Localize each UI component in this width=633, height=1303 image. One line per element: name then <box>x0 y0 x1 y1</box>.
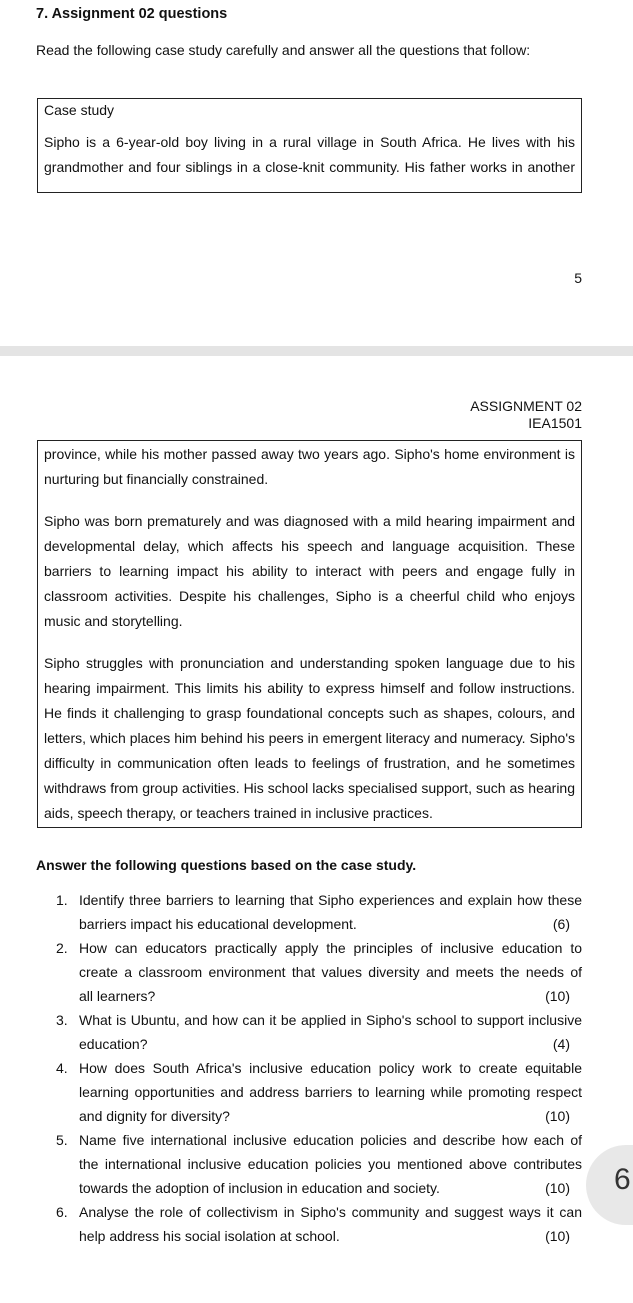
case-study-intro <box>44 130 575 180</box>
question-number: 1. <box>56 892 68 908</box>
question-number: 2. <box>56 940 68 956</box>
case-study-title: Case study <box>44 102 115 118</box>
question-number: 6. <box>56 1204 68 1220</box>
case-paragraph: Sipho was born prematurely and was diagnosed with a mild hearing impairment and developmental delay, which affects his speech and language acquisition. These barriers to learning impact his ability to interact with peers and engage fully in classroom activities. Despite his challenges, Sipho is a cheerful child who enjoys music and storytelling. <box>44 513 575 629</box>
question-marks: (10) <box>545 988 570 1004</box>
question-marks: (10) <box>545 1228 570 1244</box>
question-last-line <box>79 1032 582 1056</box>
question-item <box>56 936 582 1008</box>
question-text: help address his social isolation at school. <box>79 1228 340 1244</box>
question-last-line <box>79 984 582 1008</box>
question-last-line <box>79 1176 582 1200</box>
question-last-line <box>79 1104 582 1128</box>
questions-heading: Answer the following questions based on the case study. <box>36 857 417 873</box>
course-code: IEA1501 <box>528 415 582 431</box>
question-number: 4. <box>56 1060 68 1076</box>
page-divider <box>0 346 633 356</box>
question-line: Identify three barriers to learning that Sipho experiences and explain how these <box>79 892 582 908</box>
question-text: education? <box>79 1036 148 1052</box>
case-paragraph: Sipho struggles with pronunciation and understanding spoken language due to his hearing impairment. This limits his ability to express himself and follow instructions. He finds it challenging to grasp foundational concepts such as shapes, colours, and letters, which places him behind his peers in emergent literacy and numeracy. Sipho's difficulty in communication often leads to feelings of frustration, and he sometimes withdraws from group activities. His school lacks specialised support, such as hearing aids, speech therapy, or teachers trained in inclusive practices. <box>44 655 575 821</box>
question-text: towards the adoption of inclusion in education and society. <box>79 1180 440 1196</box>
case-study-box-top <box>37 98 582 193</box>
case-study-box-continued <box>37 440 582 828</box>
question-line: How does South Africa's inclusive education policy work to create equitable <box>79 1060 582 1076</box>
page-number: 5 <box>574 270 582 286</box>
question-line: the international inclusive education policies you mentioned above contributes <box>79 1156 582 1172</box>
question-item <box>56 1200 582 1248</box>
question-line: What is Ubuntu, and how can it be applied in Sipho's school to support inclusive <box>79 1012 582 1028</box>
questions-list <box>56 888 582 1248</box>
question-last-line <box>79 1224 582 1248</box>
question-number: 5. <box>56 1132 68 1148</box>
assignment-header-title: ASSIGNMENT 02 <box>470 398 582 414</box>
question-text: and dignity for diversity? <box>79 1108 230 1124</box>
question-text: barriers impact his educational development. <box>79 916 357 932</box>
case-line: grandmother and four siblings in a close-knit community. His father works in another <box>44 159 575 175</box>
question-line: Analyse the role of collectivism in Sipho's community and suggest ways it can <box>79 1204 582 1220</box>
question-item <box>56 1008 582 1056</box>
question-text: all learners? <box>79 988 156 1004</box>
question-item <box>56 888 582 936</box>
question-marks: (6) <box>552 916 570 932</box>
question-line: create a classroom environment that values diversity and meets the needs of <box>79 964 582 980</box>
case-paragraph: province, while his mother passed away two years ago. Sipho's home environment is nurturing but financially constrained. <box>44 446 575 487</box>
question-line: How can educators practically apply the principles of inclusive education to <box>79 940 582 956</box>
instructions-text: Read the following case study carefully and answer all the questions that follow: <box>36 42 531 58</box>
question-item <box>56 1056 582 1128</box>
question-number: 3. <box>56 1012 68 1028</box>
question-marks: (10) <box>545 1180 570 1196</box>
question-item <box>56 1128 582 1200</box>
assignment-heading: 7. Assignment 02 questions <box>36 6 228 22</box>
question-marks: (4) <box>552 1036 570 1052</box>
question-marks: (10) <box>545 1108 570 1124</box>
page-indicator-number: 6 <box>614 1163 631 1196</box>
question-line: Name five international inclusive education policies and describe how each of <box>79 1132 582 1148</box>
question-line: learning opportunities and address barriers to learning while promoting respect <box>79 1084 582 1100</box>
case-line: Sipho is a 6-year-old boy living in a rural village in South Africa. He lives with his <box>44 134 575 150</box>
question-last-line <box>79 912 582 936</box>
